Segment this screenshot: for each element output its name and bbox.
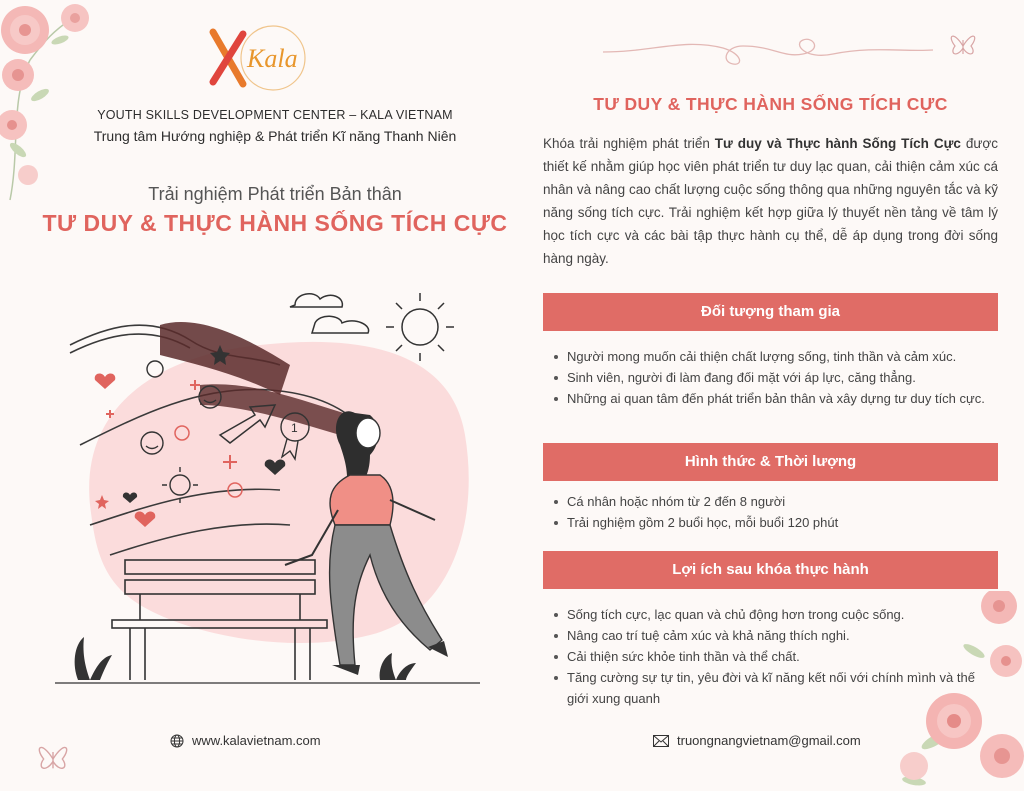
mail-icon: [653, 735, 669, 747]
format-list: [553, 491, 993, 533]
intro-paragraph: [543, 132, 998, 270]
intro-text-before: Khóa trải nghiệm phát triển: [543, 136, 715, 151]
kala-logo: [195, 22, 365, 97]
svg-text:1: 1: [291, 421, 298, 435]
list-item: Cá nhân hoặc nhóm từ 2 đến 8 người: [553, 491, 993, 512]
right-title: TƯ DUY & THỰC HÀNH SỐNG TÍCH CỰC: [593, 94, 948, 114]
list-item: Tăng cường sự tự tin, yêu đời và kĩ năng kết nối với chính mình và thế giới xung quanh: [553, 667, 993, 709]
intro-text-bold: Tư duy và Thực hành Sống Tích Cực: [714, 136, 961, 151]
list-item: Sinh viên, người đi làm đang đối mặt với áp lực, căng thẳng.: [553, 367, 993, 388]
list-item: Người mong muốn cải thiện chất lượng sống, tinh thần và cảm xúc.: [553, 346, 993, 367]
org-name-vi: Trung tâm Hướng nghiệp & Phát triển Kĩ năng Thanh Niên: [93, 128, 457, 144]
email-text: truongnangvietnam@gmail.com: [677, 733, 861, 748]
cloud-icon: [290, 294, 369, 333]
left-title: TƯ DUY & THỰC HÀNH SỐNG TÍCH CỰC: [42, 210, 508, 236]
logo-text: Kala: [247, 44, 298, 73]
email-link[interactable]: [653, 733, 861, 748]
section-heading-audience: Đối tượng tham gia: [543, 293, 998, 331]
list-item: Cải thiện sức khỏe tinh thần và thể chất.: [553, 646, 993, 667]
sun-icon: [386, 293, 454, 361]
list-item: Những ai quan tâm đến phát triển bản thân và xây dựng tư duy tích cực.: [553, 388, 993, 409]
positive-living-illustration: [50, 285, 490, 695]
benefits-list: [553, 604, 993, 709]
audience-list: [553, 346, 993, 409]
globe-icon: [170, 734, 184, 748]
section-heading-benefits: Lợi ích sau khóa thực hành: [543, 551, 998, 589]
website-text: www.kalavietnam.com: [192, 733, 321, 748]
website-link[interactable]: [170, 733, 321, 748]
list-item: Trải nghiệm gồm 2 buổi học, mỗi buổi 120 phút: [553, 512, 993, 533]
list-item: Sống tích cực, lạc quan và chủ động hơn trong cuộc sống.: [553, 604, 993, 625]
left-subtitle: Trải nghiệm Phát triển Bản thân: [148, 184, 402, 204]
section-heading-format: Hình thức & Thời lượng: [543, 443, 998, 481]
left-column: [40, 0, 510, 791]
org-name-en: YOUTH SKILLS DEVELOPMENT CENTER – KALA VIETNAM: [97, 108, 453, 122]
swirl-ornament: [593, 30, 943, 70]
right-column: [543, 0, 998, 791]
intro-text-after: được thiết kế nhằm giúp học viên phát triển tư duy lạc quan, cải thiện cảm xúc cá nhân và nâng cao chất lượng cuộc sống thông qua những nguyên tắc và kỹ năng sống tích cực. Trải nghiệm kết hợp giữa lý thuyết nền tảng về tâm lý học tích cực và các bài tập thực hành cụ thể, dễ áp dụng trong đời sống hàng ngày.: [543, 136, 998, 266]
list-item: Nâng cao trí tuệ cảm xúc và khả năng thích nghi.: [553, 625, 993, 646]
